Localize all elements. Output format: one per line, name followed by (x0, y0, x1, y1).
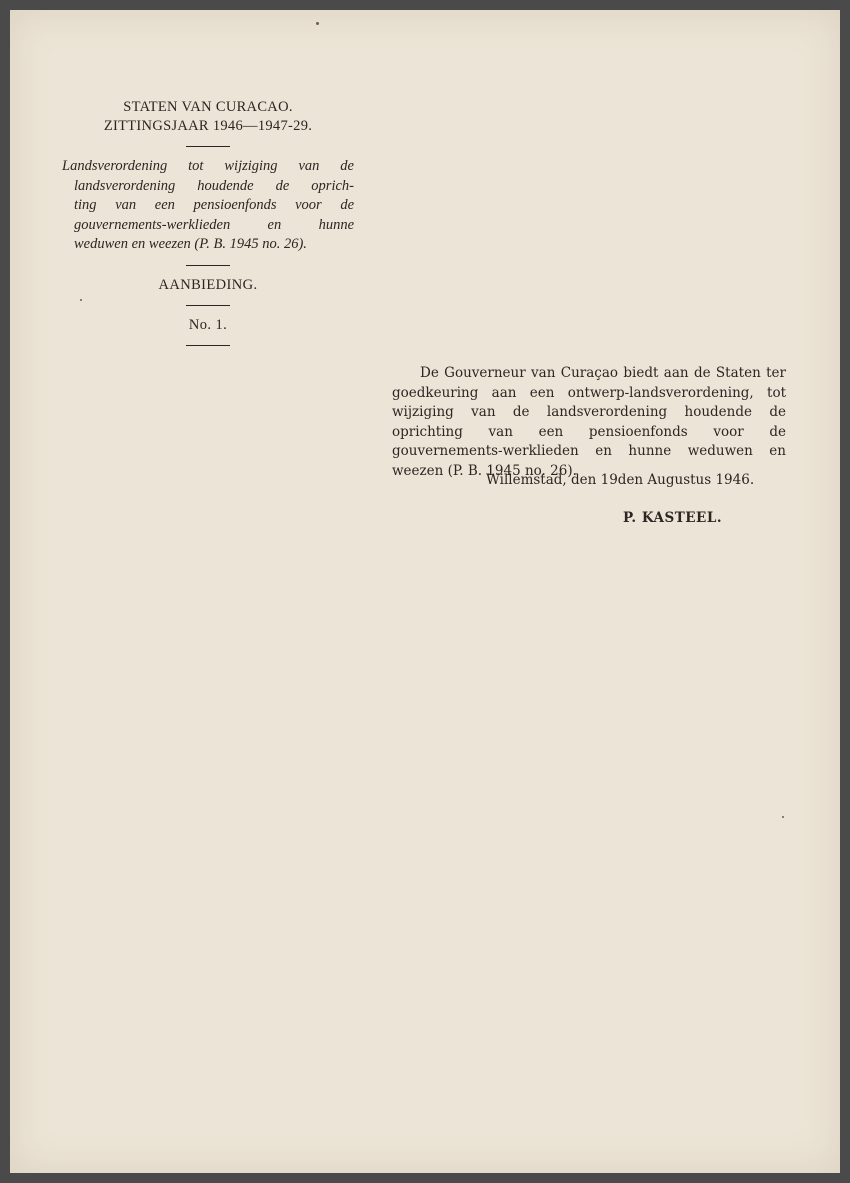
divider (186, 305, 230, 306)
subject-line: landsverordening houdende de oprich- (74, 177, 354, 194)
offer-text: De Gouverneur van Curaçao biedt aan de Staten ter goedkeuring aan een ontwerp-landsverordening, tot wijziging van de landsverordening houdende de oprichting van een pensioenfonds voor de gouvernements-werklieden en hunne weduwen en weezen (P. B. 1945 no. 26). (392, 365, 786, 479)
subject-line: Landsverordening tot wijziging van de (62, 158, 354, 174)
document-page (10, 10, 840, 1173)
place-and-date: Willemstad, den 19den Augustus 1946. (486, 472, 755, 488)
paper-speck (80, 299, 82, 301)
session-year: ZITTINGSJAAR 1946—1947-29. (103, 118, 313, 134)
ordinance-subject (62, 157, 354, 255)
subject-line: gouvernements-werklieden en hunne (74, 216, 354, 233)
divider (186, 146, 230, 147)
document-number: No. 1. (188, 316, 228, 333)
offer-paragraph (392, 364, 786, 482)
divider (186, 345, 230, 346)
subject-line: weduwen en weezen (P. B. 1945 no. 26). (74, 236, 307, 252)
left-column (62, 98, 354, 356)
assembly-title: STATEN VAN CURACAO. (123, 99, 293, 115)
subject-line: ting van een pensioenfonds voor de (74, 197, 354, 213)
signature: P. KASTEEL. (623, 510, 723, 526)
paper-speck (782, 816, 784, 818)
paper-speck (316, 22, 319, 25)
divider (186, 265, 230, 266)
section-heading: AANBIEDING. (158, 276, 258, 293)
